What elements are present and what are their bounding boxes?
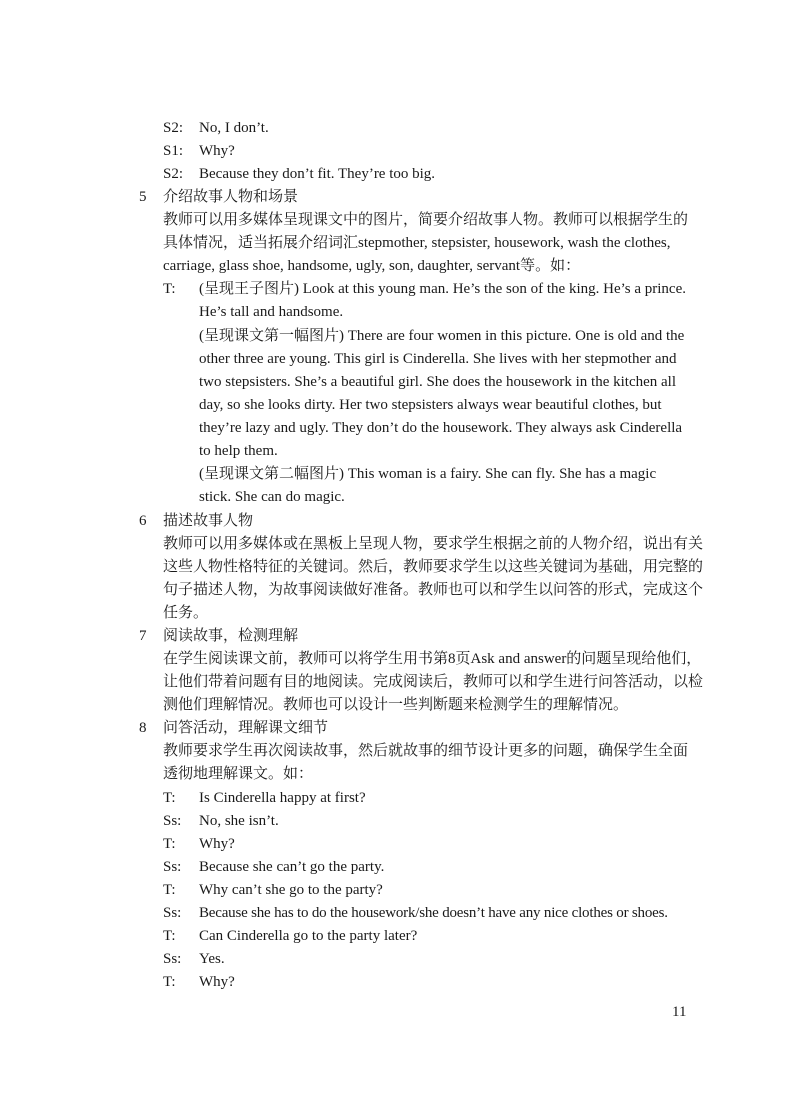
dialog-speaker: S2: xyxy=(163,120,184,136)
section-number: 8 xyxy=(139,720,147,736)
page-number: 11 xyxy=(672,1004,687,1020)
dialog-line: (呈现课文第一幅图片) There are four women in this picture. One is old and the xyxy=(199,328,685,344)
paragraph-line: carriage, glass shoe, handsome, ugly, son, daughter, servant等。如： xyxy=(163,258,581,274)
dialog-line: other three are young. This girl is Cinderella. She lives with her stepmother and xyxy=(199,351,677,367)
dialog-line: No, she isn’t. xyxy=(199,813,279,829)
dialog-line: Is Cinderella happy at first? xyxy=(199,790,366,806)
paragraph-line: 句子描述人物，为故事阅读做好准备。教师也可以和学生以问答的形式，完成这个 xyxy=(163,582,704,598)
dialog-line: He’s tall and handsome. xyxy=(199,304,344,320)
dialog-line: Yes. xyxy=(199,951,225,967)
dialog-line: Why? xyxy=(199,974,235,990)
dialog-line: stick. She can do magic. xyxy=(199,489,345,505)
dialog-line: No, I don’t. xyxy=(199,120,269,136)
dialog-line: two stepsisters. She’s a beautiful girl. She does the housework in the kitchen all xyxy=(199,374,676,390)
paragraph-line: 具体情况，适当拓展介绍词汇stepmother, stepsister, housework, wash the clothes, xyxy=(163,235,671,251)
dialog-speaker: S1: xyxy=(163,143,184,159)
dialog-speaker: S2: xyxy=(163,166,184,182)
dialog-line: Why? xyxy=(199,836,235,852)
section-number: 7 xyxy=(139,628,147,644)
paragraph-line: 任务。 xyxy=(163,605,209,621)
dialog-speaker: T: xyxy=(163,790,176,806)
dialog-line: day, so she looks dirty. Her two stepsisters always wear beautiful clothes, but xyxy=(199,397,662,413)
paragraph-line: 教师要求学生再次阅读故事，然后就故事的细节设计更多的问题，确保学生全面 xyxy=(163,743,689,759)
dialog-line: they’re lazy and ugly. They don’t do the housework. They always ask Cinderella xyxy=(199,420,683,436)
section-title: 描述故事人物 xyxy=(163,513,254,529)
dialog-speaker: Ss: xyxy=(163,905,182,921)
section-number: 6 xyxy=(139,513,147,529)
dialog-speaker: T: xyxy=(163,974,176,990)
dialog-line: Because they don’t fit. They’re too big. xyxy=(199,166,436,182)
paragraph-line: 教师可以用多媒体呈现课文中的图片，简要介绍故事人物。教师可以根据学生的 xyxy=(163,212,689,228)
dialog-line: Because she can’t go the party. xyxy=(199,859,385,875)
paragraph-line: 教师可以用多媒体或在黑板上呈现人物，要求学生根据之前的人物介绍，说出有关 xyxy=(163,536,704,552)
dialog-line: (呈现王子图片) Look at this young man. He’s the son of the king. He’s a prince. xyxy=(199,281,687,297)
dialog-line: Can Cinderella go to the party later? xyxy=(199,928,418,944)
paragraph-line: 透彻地理解课文。如： xyxy=(163,766,314,782)
paragraph-line: 这些人物性格特征的关键词。然后，教师要求学生以这些关键词为基础，用完整的 xyxy=(163,559,704,575)
paragraph-line: 测他们理解情况。教师也可以设计一些判断题来检测学生的理解情况。 xyxy=(163,697,629,713)
dialog-speaker: T: xyxy=(163,281,176,297)
section-title: 阅读故事，检测理解 xyxy=(163,628,299,644)
section-title: 介绍故事人物和场景 xyxy=(163,189,299,205)
dialog-line: to help them. xyxy=(199,443,278,459)
paragraph-line: 在学生阅读课文前，教师可以将学生用书第8页Ask and answer的问题呈现给他们， xyxy=(163,651,702,667)
dialog-line: Why? xyxy=(199,143,235,159)
dialog-speaker: T: xyxy=(163,928,176,944)
paragraph-line: 让他们带着问题有目的地阅读。完成阅读后，教师可以和学生进行问答活动，以检 xyxy=(163,674,704,690)
dialog-speaker: Ss: xyxy=(163,951,182,967)
dialog-speaker: T: xyxy=(163,882,176,898)
dialog-line: Why can’t she go to the party? xyxy=(199,882,383,898)
dialog-speaker: T: xyxy=(163,836,176,852)
dialog-speaker: Ss: xyxy=(163,859,182,875)
section-title: 问答活动，理解课文细节 xyxy=(163,720,329,736)
dialog-line: (呈现课文第二幅图片) This woman is a fairy. She can fly. She has a magic xyxy=(199,466,657,482)
section-number: 5 xyxy=(139,189,147,205)
dialog-speaker: Ss: xyxy=(163,813,182,829)
dialog-line: Because she has to do the housework/she doesn’t have any nice clothes or shoes. xyxy=(199,905,668,921)
